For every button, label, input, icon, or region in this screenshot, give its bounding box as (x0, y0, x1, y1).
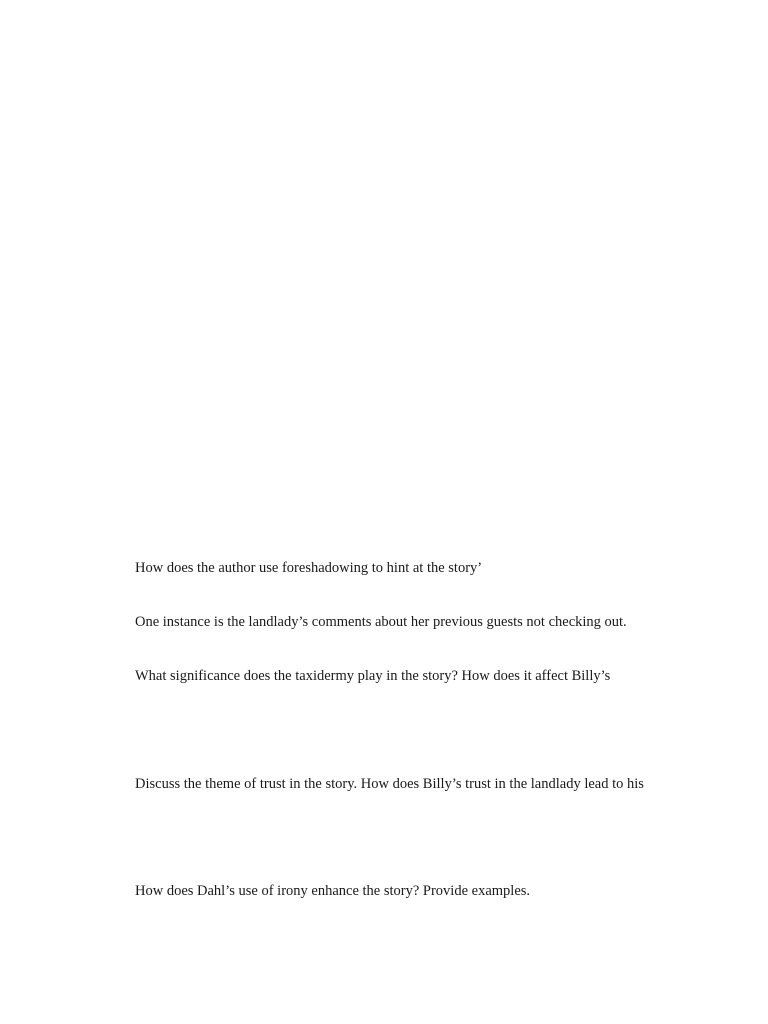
question-foreshadowing: How does the author use foreshadowing to hint at the story’ (135, 560, 483, 576)
question-trust-theme: Discuss the theme of trust in the story. How does Billy’s trust in the landlady lead to his (135, 776, 644, 792)
question-irony: How does Dahl’s use of irony enhance the story? Provide examples. (135, 883, 531, 899)
question-taxidermy: What significance does the taxidermy play in the story? How does it affect Billy’s (135, 668, 611, 684)
answer-foreshadowing: One instance is the landlady’s comments about her previous guests not checking out. (135, 614, 627, 630)
